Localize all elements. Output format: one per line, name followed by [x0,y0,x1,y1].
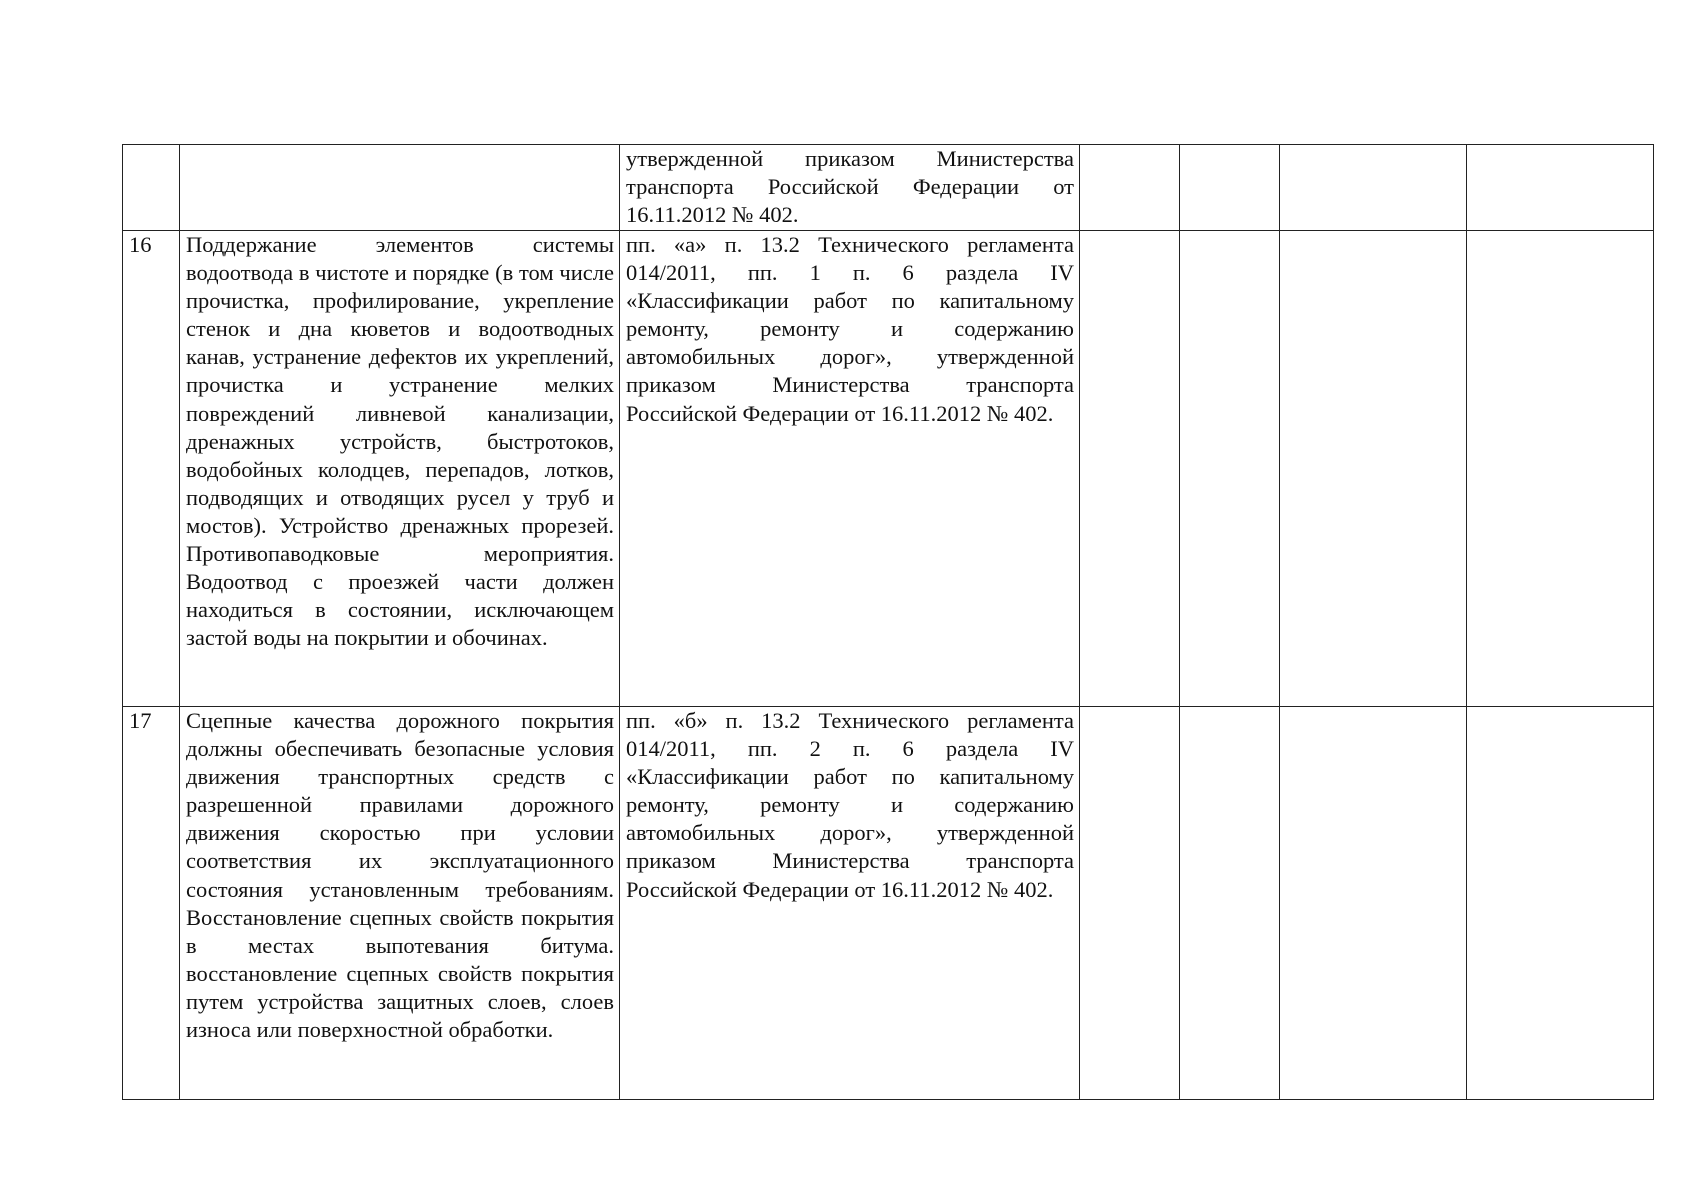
empty-cell [1080,145,1180,231]
empty-cell [1467,707,1654,1100]
row-number-cell: 16 [123,231,180,707]
reference-cell: пп. «б» п. 13.2 Технического регламента 014/2011, пп. 2 п. 6 раздела IV «Классификации работ по капитальному ремонту, ремонту и содержанию автомобильных дорог», утвержденной приказом Министерства транспорта Российской Федерации от 16.11.2012 № 402. [620,707,1080,1100]
empty-cell [1180,145,1280,231]
empty-cell [1180,231,1280,707]
row-number-cell [123,145,180,231]
empty-cell [1467,145,1654,231]
table-row [123,707,1654,1100]
empty-cell [1467,231,1654,707]
row-number-cell: 17 [123,707,180,1100]
description-cell [180,145,620,231]
empty-cell [1280,145,1467,231]
empty-cell [1080,707,1180,1100]
empty-cell [1080,231,1180,707]
table-row [123,231,1654,707]
reference-cell: пп. «а» п. 13.2 Технического регламента 014/2011, пп. 1 п. 6 раздела IV «Классификации работ по капитальному ремонту, ремонту и содержанию автомобильных дорог», утвержденной приказом Министерства транспорта Российской Федерации от 16.11.2012 № 402. [620,231,1080,707]
requirements-table [122,144,1654,1100]
empty-cell [1280,231,1467,707]
empty-cell [1180,707,1280,1100]
reference-cell: утвержденной приказом Министерства транспорта Российской Федерации от 16.11.2012 № 402. [620,145,1080,231]
table-row-continuation [123,145,1654,231]
empty-cell [1280,707,1467,1100]
description-cell: Поддержание элементов системы водоотвода в чистоте и порядке (в том числе прочистка, профилирование, укрепление стенок и дна кюветов и водоотводных канав, устранение дефектов их укреплений, прочистка и устранение мелких повреждений ливневой канализации, дренажных устройств, быстротоков, водобойных колодцев, перепадов, лотков, подводящих и отводящих русел у труб и мостов). Устройство дренажных прорезей. Противопаводковые мероприятия. Водоотвод с проезжей части должен находиться в состоянии, исключающем застой воды на покрытии и обочинах. [180,231,620,707]
description-cell: Сцепные качества дорожного покрытия должны обеспечивать безопасные условия движения транспортных средств с разрешенной правилами дорожного движения скоростью при условии соответствия их эксплуатационного состояния установленным требованиям. Восстановление сцепных свойств покрытия в местах выпотевания битума. восстановление сцепных свойств покрытия путем устройства защитных слоев, слоев износа или поверхностной обработки. [180,707,620,1100]
